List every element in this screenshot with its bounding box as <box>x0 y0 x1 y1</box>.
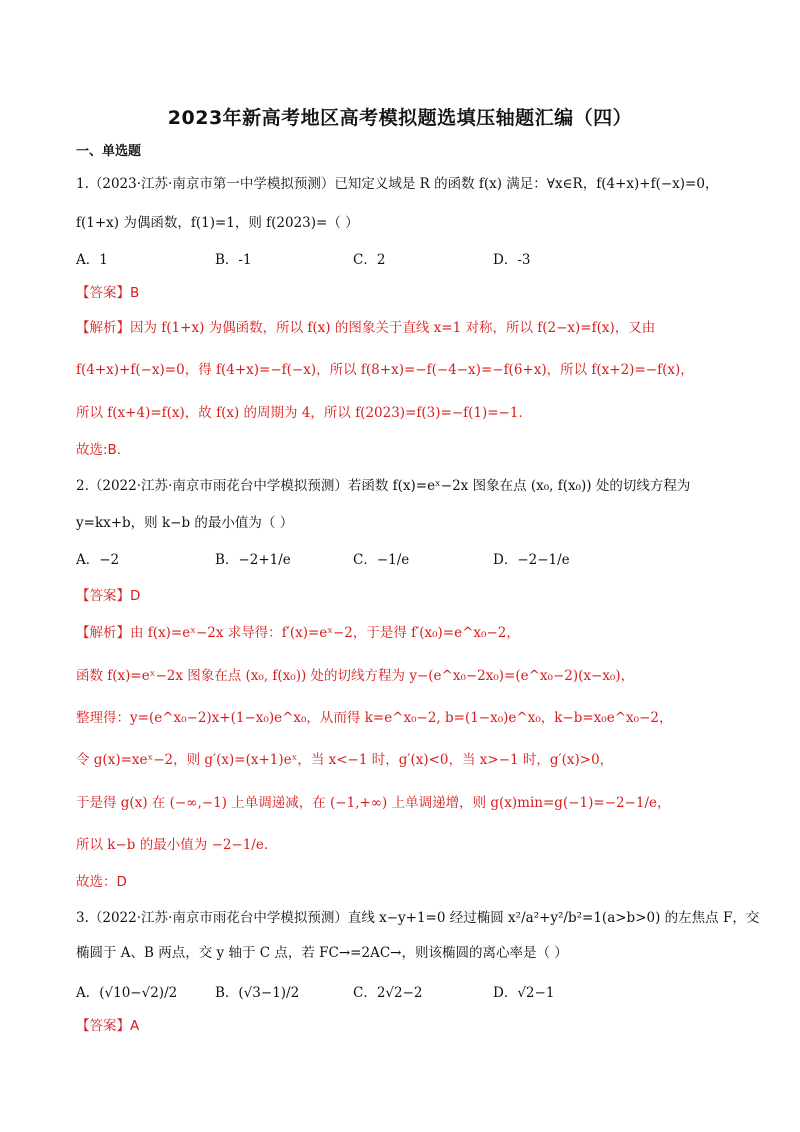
q1-stem-line2: f(1+x) 为偶函数，f(1)=1，则 f(2023)=（ ） <box>76 215 359 231</box>
q2-stem-line1: 2.（2022·江苏·南京市雨花台中学模拟预测）若函数 f(x)=eˣ−2x 图象在点 (x₀, f(x₀)) 处的切线方程为 <box>76 478 691 494</box>
q3-option-c[interactable]: C．2√2−2 <box>353 985 423 1001</box>
section-heading: 一、单选题 <box>76 144 142 159</box>
q2-answer: 【答案】D <box>76 588 141 604</box>
q1-analysis-line1: 【解析】因为 f(1+x) 为偶函数，所以 f(x) 的图象关于直线 x=1 对称，所以 f(2−x)=f(x)，又由 <box>76 320 656 336</box>
q1-option-c[interactable]: C．2 <box>353 252 386 268</box>
q2-option-d[interactable]: D．−2−1/e <box>493 552 570 568</box>
q2-option-a[interactable]: A．−2 <box>76 552 120 568</box>
q2-conclusion: 故选：D <box>76 874 127 890</box>
q1-stem-line1: 1.（2023·江苏·南京市第一中学模拟预测）已知定义域是 R 的函数 f(x) 满足：∀x∈R，f(4+x)+f(−x)=0， <box>76 176 719 192</box>
q3-answer: 【答案】A <box>76 1018 140 1034</box>
q2-option-b[interactable]: B．−2+1/e <box>215 552 291 568</box>
q2-analysis-line3: 整理得：y=(e^x₀−2)x+(1−x₀)e^x₀，从而得 k=e^x₀−2, b=(1−x₀)e^x₀，k−b=x₀e^x₀−2， <box>76 710 673 726</box>
q1-conclusion: 故选:B． <box>76 442 131 458</box>
q1-option-a[interactable]: A．1 <box>76 252 108 268</box>
q3-option-d[interactable]: D．√2−1 <box>493 985 555 1001</box>
q2-analysis-line6: 所以 k−b 的最小值为 −2−1/e． <box>76 837 278 853</box>
q2-stem-line2: y=kx+b，则 k−b 的最小值为（ ） <box>76 515 294 531</box>
q2-analysis-line1: 【解析】由 f(x)=eˣ−2x 求导得：f′(x)=eˣ−2，于是得 f′(x₀)=e^x₀−2， <box>76 625 520 641</box>
q3-stem-line1: 3.（2022·江苏·南京市雨花台中学模拟预测）直线 x−y+1=0 经过椭圆 x²/a²+y²/b²=1(a>b>0) 的左焦点 F，交 <box>76 910 760 926</box>
q2-analysis-line2: 函数 f(x)=eˣ−2x 图象在点 (x₀, f(x₀)) 处的切线方程为 y−(e^x₀−2x₀)=(e^x₀−2)(x−x₀)， <box>76 668 635 684</box>
q3-option-a[interactable]: A．(√10−√2)/2 <box>76 985 178 1001</box>
q1-option-d[interactable]: D．-3 <box>493 252 531 268</box>
q2-analysis-line5: 于是得 g(x) 在 (−∞,−1) 上单调递减，在 (−1,+∞) 上单调递增，则 g(x)min=g(−1)=−2−1/e， <box>76 795 671 811</box>
q1-analysis-line2: f(4+x)+f(−x)=0，得 f(4+x)=−f(−x)，所以 f(8+x)=−f(−4−x)=−f(6+x)，所以 f(x+2)=−f(x)， <box>76 362 694 378</box>
q2-option-c[interactable]: C．−1/e <box>353 552 410 568</box>
q2-analysis-line4: 令 g(x)=xeˣ−2，则 g′(x)=(x+1)eˣ，当 x<−1 时，g′(x)<0，当 x>−1 时，g′(x)>0， <box>76 752 614 768</box>
q1-answer: 【答案】B <box>76 285 140 301</box>
q1-analysis-line3: 所以 f(x+4)=f(x)，故 f(x) 的周期为 4，所以 f(2023)=f(3)=−f(1)=−1． <box>76 405 532 421</box>
q3-option-b[interactable]: B．(√3−1)/2 <box>215 985 300 1001</box>
q1-option-b[interactable]: B．-1 <box>215 252 252 268</box>
q3-stem-line2: 椭圆于 A、B 两点，交 y 轴于 C 点，若 FC→=2AC→，则该椭圆的离心率是（ ） <box>76 945 568 961</box>
page-title: 2023年新高考地区高考模拟题选填压轴题汇编（四） <box>167 107 633 129</box>
